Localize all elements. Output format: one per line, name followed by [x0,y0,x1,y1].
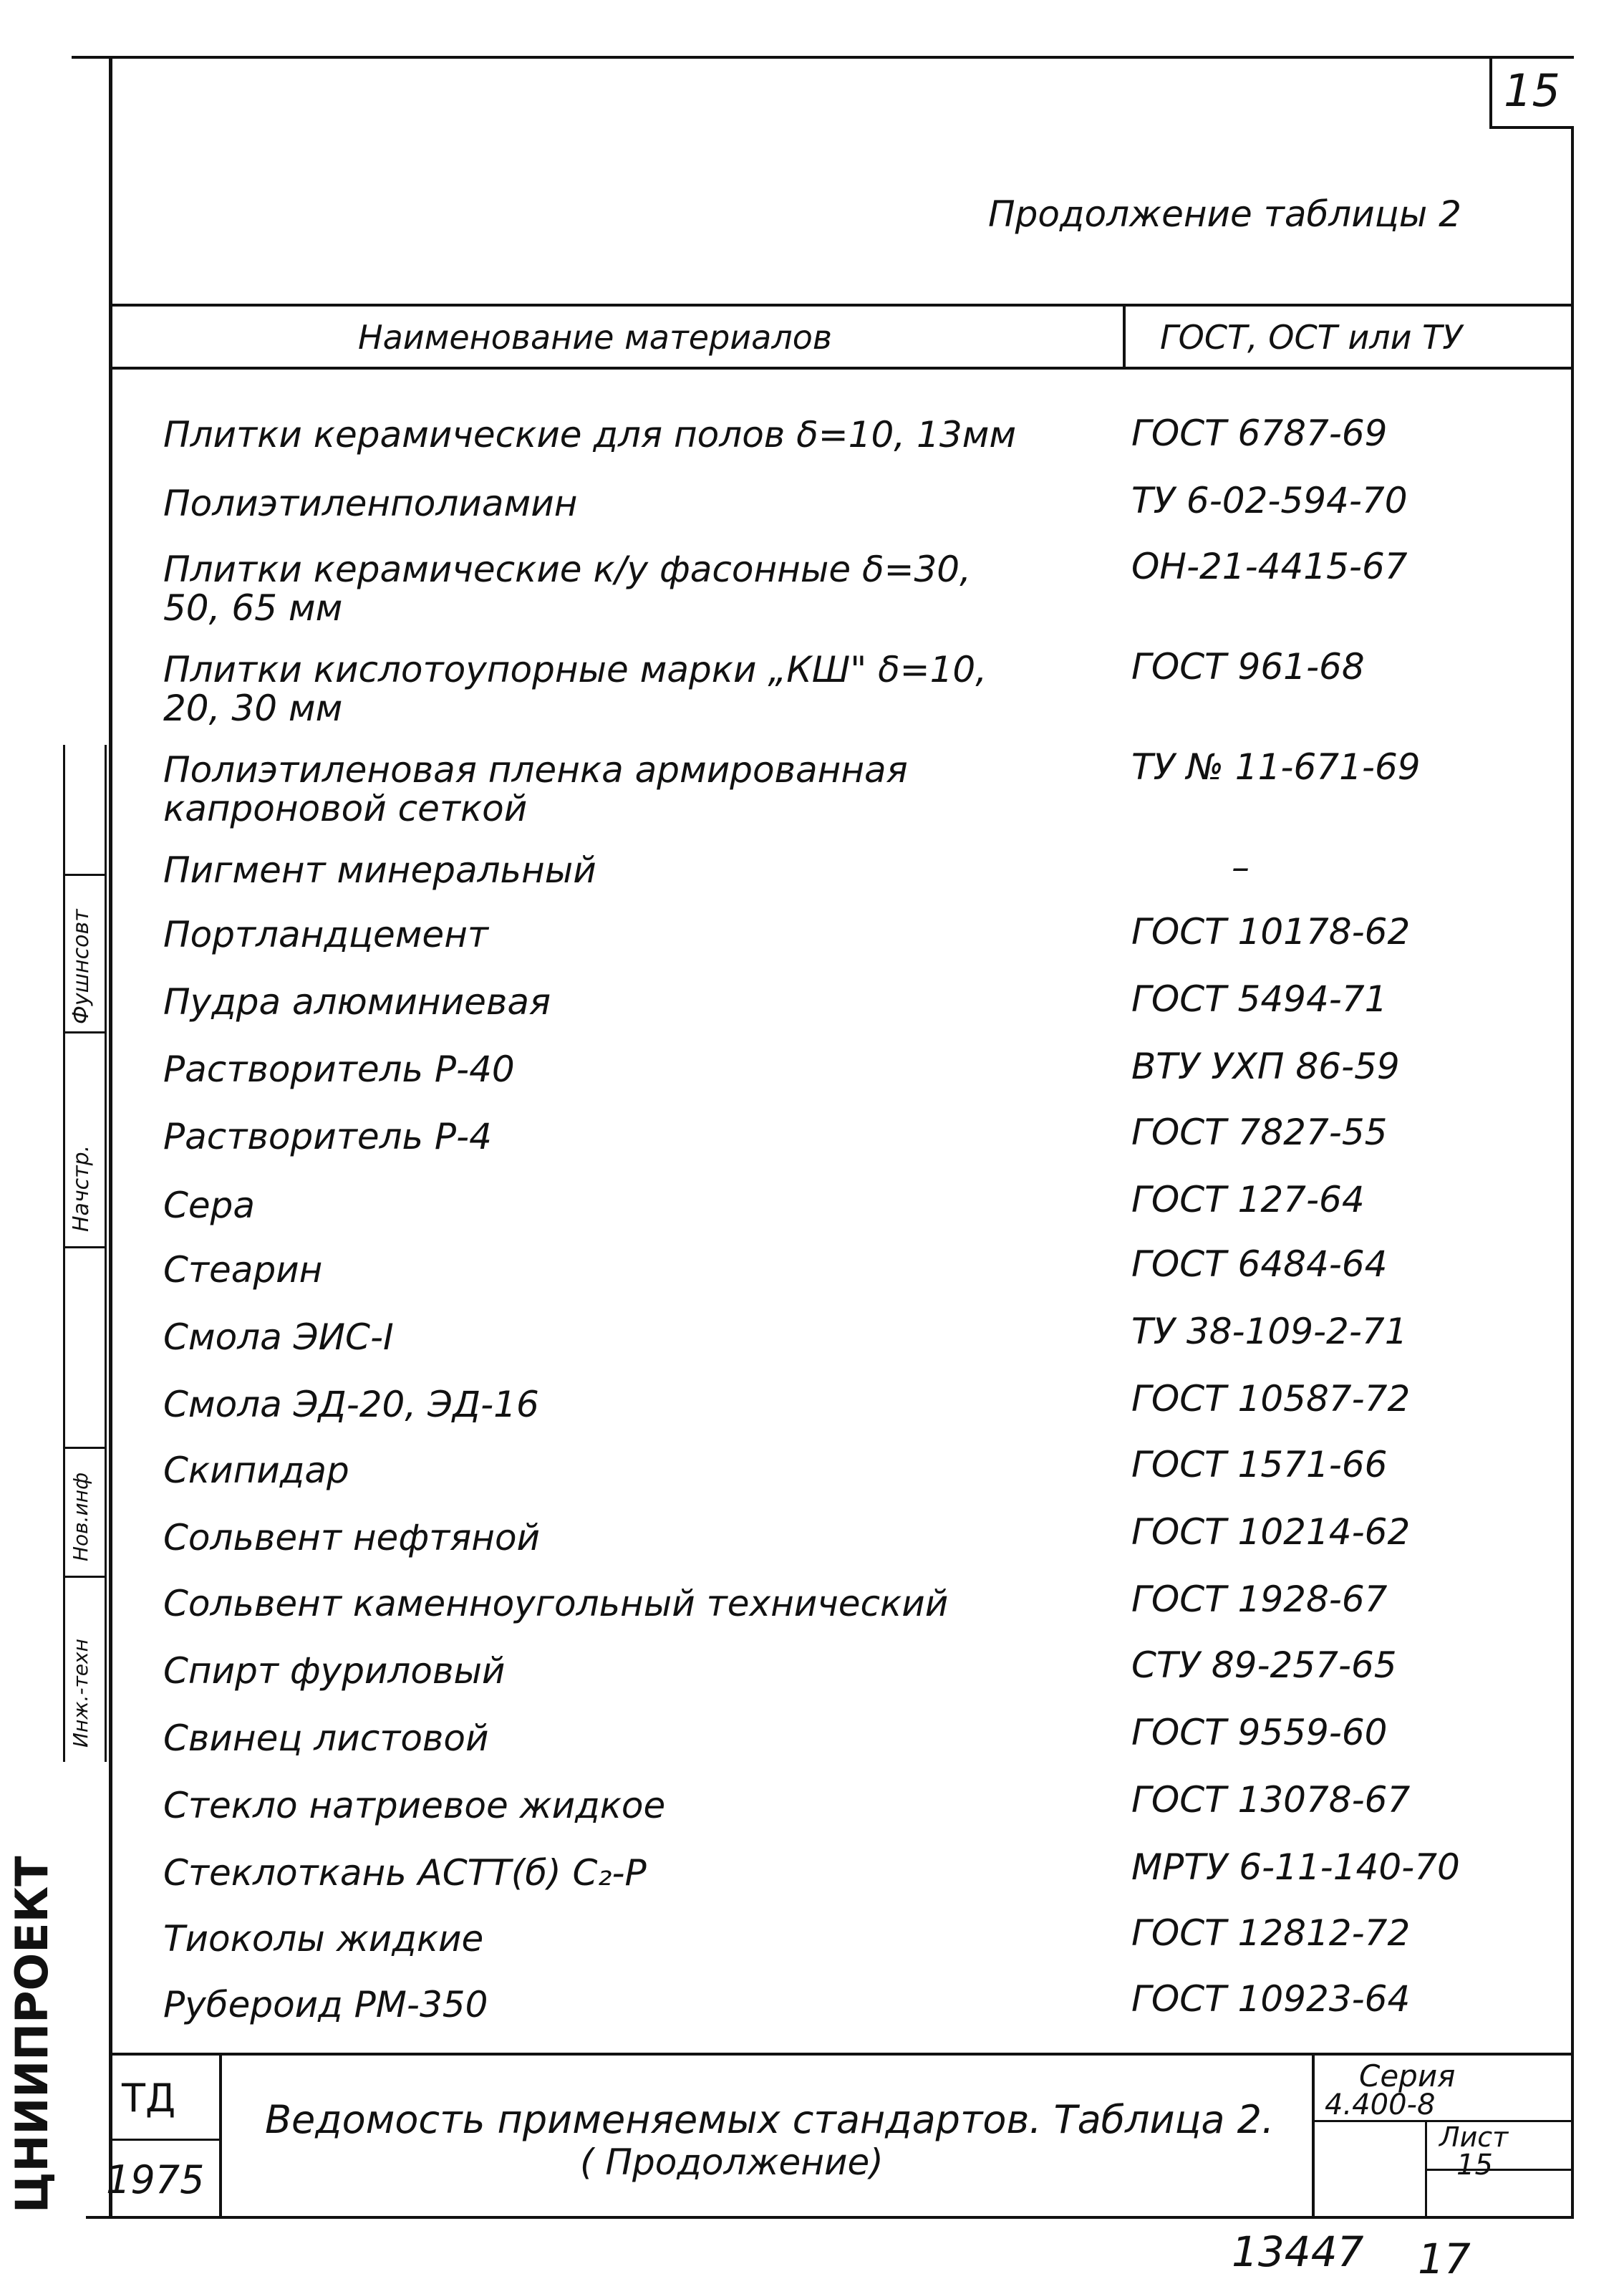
row-standard: ТУ № 11-671-69 [1131,746,1421,788]
row-name: Стеклоткань АСТТ(б) С₂-Р [163,1852,647,1894]
row-standard: ГОСТ 127-64 [1131,1179,1365,1220]
stamp-divider-left [219,2053,222,2219]
stamp-title-line1: Ведомость применяемых стандартов. Таблица 2. [265,2097,1275,2142]
margin-block-sep-3 [63,1246,106,1248]
row-name: Растворитель Р-4 [163,1116,492,1157]
margin-label: Начстр. [69,1145,94,1232]
header-bottom-line [109,367,1574,370]
stamp-title-line2: ( Продолжение) [580,2141,884,2183]
row-standard: ГОСТ 10587-72 [1131,1378,1411,1420]
row-standard: СТУ 89-257-65 [1131,1644,1397,1686]
page-number-box-bottom [1489,126,1574,129]
row-standard: ГОСТ 1928-67 [1131,1579,1388,1620]
row-standard: ГОСТ 10178-62 [1131,911,1411,953]
row-standard: ГОСТ 10214-62 [1131,1511,1411,1553]
margin-label: Фушнсовт [69,909,94,1024]
margin-block-right-line [105,745,107,1762]
row-standard: ГОСТ 5494-71 [1131,978,1388,1020]
margin-block-left-line [63,745,65,1762]
row-standard: ГОСТ 10923-64 [1131,1978,1411,2020]
stamp-top-line [109,2053,1574,2056]
stamp-series-label: Серия [1359,2058,1456,2093]
row-name: Пудра алюминиевая [163,981,551,1023]
frame-left [109,56,112,2219]
margin-block-sep-5 [63,1576,106,1578]
row-name: Смола ЭД-20, ЭД-16 [163,1384,539,1425]
row-name: Свинец листовой [163,1717,489,1759]
frame-top [72,56,1574,59]
row-name: Стеарин [163,1249,323,1291]
header-standard-column: ГОСТ, ОСТ или ТУ [1160,318,1463,357]
row-name: Стекло натриевое жидкое [163,1785,666,1826]
margin-block-sep-4 [63,1447,106,1449]
row-standard: МРТУ 6-11-140-70 [1131,1846,1460,1888]
stamp-series-value: 4.400-8 [1325,2088,1436,2121]
archive-number: 13447 [1232,2227,1364,2276]
row-name: Плитки керамические для полов δ=10, 13мм [163,414,1017,456]
row-standard: ГОСТ 6484-64 [1131,1243,1388,1285]
header-name-column: Наименование материалов [358,318,833,357]
row-standard: ОН-21-4415-67 [1131,546,1408,587]
row-name: Сера [163,1185,256,1226]
row-name: Растворитель Р-40 [163,1049,515,1090]
stamp-sheet-value: 15 [1456,2149,1493,2182]
row-name: Полиэтиленполиамин [163,483,578,524]
row-name: Плитки керамические к/у фасонные δ=30, 50, 65 мм [163,549,971,629]
row-standard: ГОСТ 12812-72 [1131,1912,1411,1954]
margin-organization: ЦНИИПРОЕКТ [6,1856,58,2213]
stamp-sheet-label: Лист [1439,2121,1509,2153]
page-number-box-left [1489,56,1492,127]
row-standard: ГОСТ 7827-55 [1131,1112,1388,1153]
row-name: Сольвент нефтяной [163,1517,541,1558]
header-top-line [109,304,1574,307]
row-standard: ВТУ УХП 86-59 [1131,1046,1400,1087]
page-number: 15 [1504,64,1560,117]
page-mark: 17 [1418,2235,1471,2283]
row-name: Рубероид РМ-350 [163,1984,488,2025]
row-name: Портландцемент [163,914,489,955]
margin-label: Инж.-техн [69,1639,92,1748]
row-standard: ТУ 6-02-594-70 [1131,480,1408,521]
row-standard: ТУ 38-109-2-71 [1131,1311,1408,1352]
stamp-year: 1975 [106,2157,205,2202]
row-standard: ГОСТ 1571-66 [1131,1444,1388,1485]
row-standard: ГОСТ 6787-69 [1131,413,1388,454]
row-name: Спирт фуриловый [163,1650,506,1692]
frame-right [1571,127,1574,2219]
margin-label: Нов.инф [69,1472,92,1561]
row-name: Полиэтиленовая пленка армированная капроновой сеткой [163,749,908,829]
row-standard: ГОСТ 13078-67 [1131,1779,1411,1821]
row-name: Сольвент каменноугольный технический [163,1583,949,1624]
stamp-code-underline [109,2139,219,2141]
margin-block-sep-1 [63,874,106,876]
row-name: Пигмент минеральный [163,849,596,891]
stamp-divider-right [1312,2053,1315,2219]
row-name: Скипидар [163,1450,349,1491]
stamp-code: ТД [122,2076,176,2121]
row-name: Плитки кислотоупорные марки „КШ" δ=10, 20, 30 мм [163,649,987,729]
column-divider [1123,304,1126,370]
row-name: Тиоколы жидкие [163,1918,484,1960]
row-standard: ГОСТ 961-68 [1131,646,1365,688]
stamp-sheet-underline [1425,2169,1574,2171]
margin-block-sep-2 [63,1031,106,1033]
row-name: Смола ЭИС-I [163,1316,394,1358]
frame-bottom [86,2216,1574,2219]
row-standard: – [1232,847,1250,888]
continuation-title: Продолжение таблицы 2 [988,193,1461,235]
row-standard: ГОСТ 9559-60 [1131,1712,1388,1753]
